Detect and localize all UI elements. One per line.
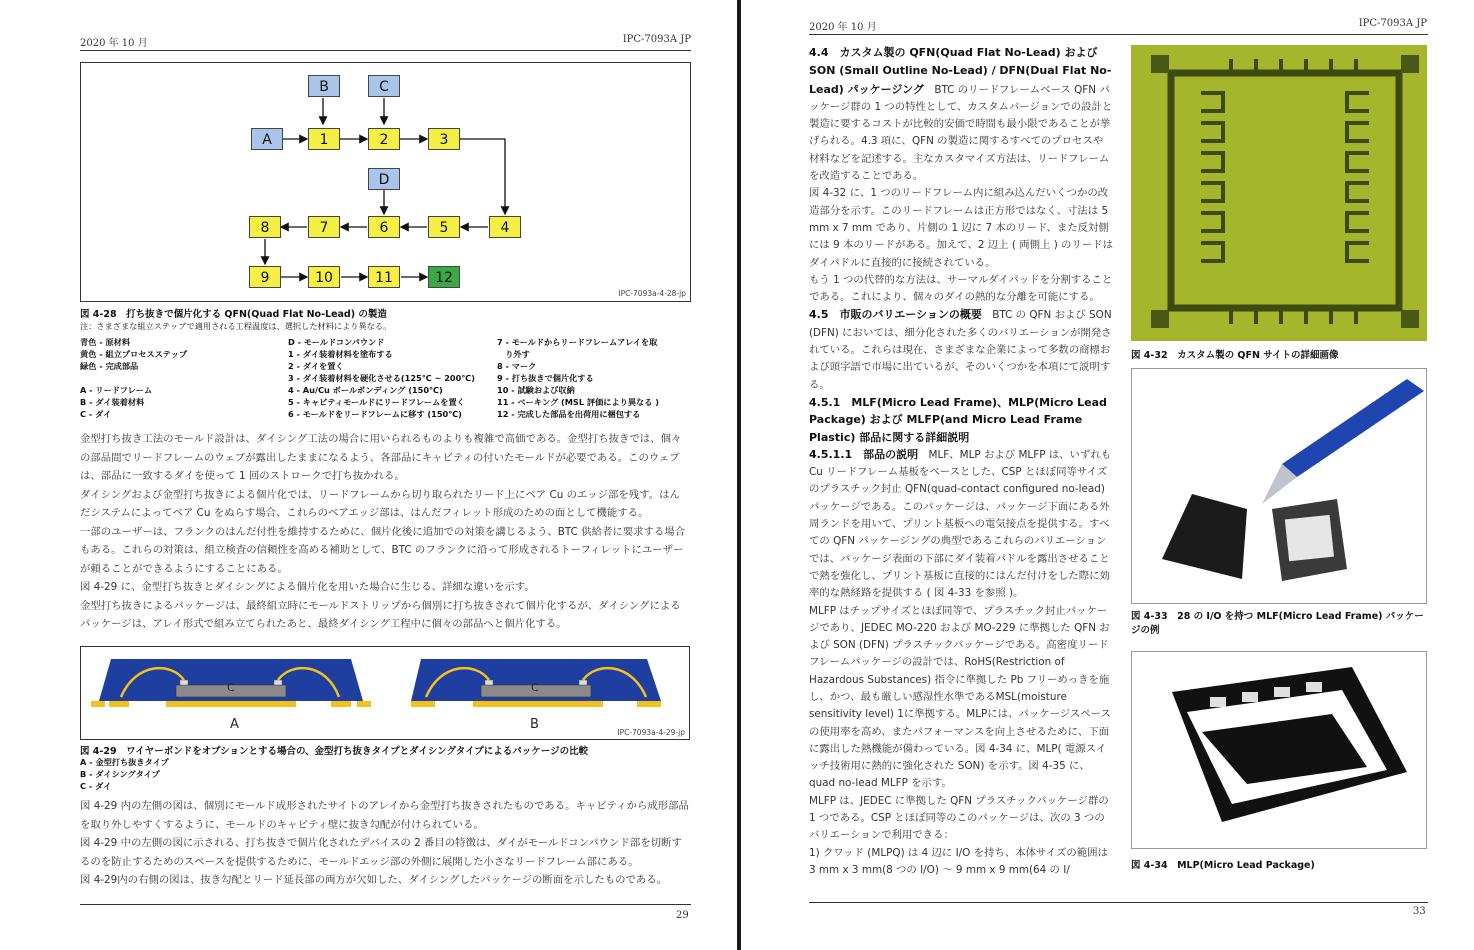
paragraph: 図 4-29 内の左側の図は、個別にモールド成形されたサイトのアレイから金型打ち抜きされたものである。キャビティから成形部品を取り外しやすくするように、モールドのキャビティ壁に抜き勾配が付けられている。 xyxy=(80,800,689,831)
right-page xyxy=(741,0,1474,950)
paragraph: 金型打ち抜きによるパッケージは、最終組立時にモールドストリップから個別に打ち抜きされて個片化するが、ダイシングによるパッケージは、アレイ形式で組み立てられたあと、最終ダイシング工程中に個々の部品へと個片化する。 xyxy=(80,599,681,630)
page-number-left: 29 xyxy=(676,910,689,921)
figure-4-28-frame xyxy=(80,62,691,302)
figure-4-28-note: 注：さまざまな組立ステップで適用される工程温度は、選択した材料により異なる。 xyxy=(80,321,392,331)
figure-4-29-label-b: B xyxy=(530,717,539,732)
figure-4-32-image xyxy=(1131,45,1427,341)
figure-4-28-source: IPC-7093a-4-28-jp xyxy=(618,289,686,298)
left-body-text-2 xyxy=(80,797,690,890)
figure-4-29-caption: 図 4-29 ワイヤーボンドをオプションとする場合の、金型打ち抜きタイプとダイシングタイプによるパッケージの比較 xyxy=(80,746,589,757)
flow-node-6: 6 xyxy=(368,216,400,238)
legend-col-3: 7 - モールドからリードフレームアレイを取 り外す 8 - マーク 9 - 打ち抜きで個片化する 10 - 試験および収納 11 - ベーキング (MSL 評価により異なる ) 12 - 完成した部品を出荷用に梱包する xyxy=(497,337,659,419)
left-body-text xyxy=(80,430,690,634)
package-cross-sections xyxy=(81,647,689,739)
flow-node-3: 3 xyxy=(428,128,460,150)
header-rule xyxy=(809,34,1428,35)
figure-4-28-caption: 図 4-28 打ち抜きで個片化する QFN(Quad Flat No-Lead) の製造 xyxy=(80,309,387,320)
right-body-text: 4.4 カスタム製の QFN(Quad Flat No-Lead) および SON (Small Outline No-Lead) / DFN(Dual Flat No-Lead) パッケージング BTC のリードフレームベース QFN パッケージ群の 1 つの特性として、カスタムバージョンでの設計と製造に要するコストが比較的安価で時間も最小限であることが挙げられる。4.3 項に、QFN の製造に関するすべてのプロセスや材料などを記述する。主なカスタマイズ方法は、リードフレームを改造することである。 図 4-32 に、1 つのリードフレーム内に組み込んだいくつかの改造部分を示す。このリードフレームは正方形ではなく、寸法は 5 mm x 7 mm であり、片側の 1 辺に 7 本のリード、また反対側には 9 本のリードがある。加えて、2 辺上 ( 両側上 ) のリードはダイパドルに直接的に接続されている。 もう 1 つの代替的な方法は、サーマルダイパッドを分割することである。これにより、個々のダイの熱的な分離を可能にする。 4.5 市販のバリエーションの概要 BTC の QFN および SON (DFN) においては、細分化された多くのバリエーションが開発されている。これらは現在、さまざまな企業によって多数の商標および頭字語で市場に出ているが、そのいくつかを本項にて説明する。 4.5.1 MLF(Micro Lead Frame)、MLP(Micro Lead Package) および MLFP(and Micro Lead Frame Plastic) 部品に関する詳細説明 4.5.1.1 部品の説明 MLF、MLP および MLFP は、いずれも Cu リードフレーム基板をベースとした、CSP とほぼ同等サイズのプラスチック封止 QFN(quad-contact configured no-lead) パッケージである。このパッケージは、パッケージ下面にある外周ランドを用いて、プリント基板への電気接点を提供する。すべての QFN パッケージングの典型であるこれらのバリエーションでは、パッケージ表面の下部にダイ装着パドルを露出させることで熱を強化し、プリント基板に直接的にはんだ付けをした際に効率的な熱経路を提供する ( 図 4-33 を参照 )。 MLFP はチップサイズとほぼ同等で、プラスチック封止パッケージであり、JEDEC MO-220 および MO-229 に準拠した QFN および SON (DFN) プラスチックパッケージである。高密度リードフレームパッケージの設計では、RoHS(Restriction of Hazardous Substances) 指令に準拠した Pb フリーめっきを施し、かつ、最も厳しい感湿性水準であるMSL(moisture sensitivity level) 1に準拠する。MLPには、パッケージスペースの使用率を高め、またパフォーマンスを向上させるために、下面に露出した熱機能が備わっている。図 4-34 に、MLP( 電源スイッチ技術用に熱的に強化された SON) を示す。図 4-35 に、quad no-lead MLFP を示す。 MLFP は、JEDEC に準拠した QFN プラスチックパッケージ群の 1 つである。CSP とほぼ同等のこのパッケージは、次の 3 つのバリエーションで利用できる： 1) クワッド (MLPQ) は 4 辺に I/O を持ち、本体サイズの範囲は 3 mm x 3 mm(8 つの I/O) ～ 9 mm x 9 mm(64 の I/ xyxy=(809,44,1113,886)
die-label-a: C xyxy=(227,681,235,694)
figure-4-29-label-a: A xyxy=(230,717,239,732)
footer-rule xyxy=(809,902,1428,903)
paragraph: MLFP は、JEDEC に準拠した QFN プラスチックパッケージ群の 1 つである。CSP とほぼ同等のこのパッケージは、次の 3 つのバリエーションで利用できる： xyxy=(809,794,1109,842)
figure-4-29-frame xyxy=(80,646,690,740)
flow-node-4: 4 xyxy=(489,216,521,238)
list-item: 1) クワッド (MLPQ) は 4 辺に I/O を持ち、本体サイズの範囲は 3 mm x 3 mm(8 つの I/O) ～ 9 mm x 9 mm(64 の I/ xyxy=(809,846,1108,876)
section-4-5-heading: 4.5 市販のバリエーションの概要 xyxy=(809,308,982,322)
mlf-package-photo xyxy=(1132,369,1426,603)
paragraph: 図 4-29 中の左側の図に示される、打ち抜きで個片化されたデバイスの 2 番目の特徴は、ダイがモールドコンパウンド部を切断するのを防止するためのスペースを提供するために、モールドエッジ部の外側に展開した小さなリードフレーム部にある。 xyxy=(80,837,682,868)
legend-col-1: 青色 - 原材料 黄色 - 組立プロセスステップ 緑色 - 完成部品 A - リードフレーム B - ダイ装着材料 C - ダイ xyxy=(80,337,188,419)
figure-4-29-source: IPC-7093a-4-29-jp xyxy=(617,728,685,737)
flow-node-9: 9 xyxy=(249,266,281,288)
header-doc-id: IPC-7093A JP xyxy=(1358,18,1427,29)
flow-node-B: B xyxy=(308,75,340,97)
header-date: 2020 年 10 月 xyxy=(809,22,877,33)
header-doc-id: IPC-7093A JP xyxy=(622,34,691,45)
figure-4-29-legend: A - 金型打ち抜きタイプ B - ダイシングタイプ C - ダイ xyxy=(80,757,169,791)
section-4-5-1-1-heading: 4.5.1.1 部品の説明 xyxy=(809,447,919,461)
header-date: 2020 年 10 月 xyxy=(80,38,148,49)
die-label-b: C xyxy=(531,681,539,694)
footer-rule xyxy=(80,904,691,905)
mlp-package-photo xyxy=(1132,652,1426,848)
figure-4-33-caption: 図 4-33 28 の I/O を持つ MLF(Micro Lead Frame) パッケージの例 xyxy=(1131,611,1424,636)
paragraph: 図 4-29 に、金型打ち抜きとダイシングによる個片化を用いた場合に生じる、詳細な違いを示す。 xyxy=(80,581,535,593)
flow-node-5: 5 xyxy=(428,216,460,238)
paragraph: MLFP はチップサイズとほぼ同等で、プラスチック封止パッケージであり、JEDEC MO-220 および MO-229 に準拠した QFN および SON (DFN) プラスチックパッケージである。高密度リードフレームパッケージの設計では、RoHS(Restriction of Hazardous Substances) 指令に準拠した Pb フリーめっきを施し、かつ、最も厳しい感湿性水準であるMSL(moisture sensitivity level) 1に準拠する。MLPには、パッケージスペースの使用率を高め、またパフォーマンスを向上させるために、下面に露出した熱機能が備わっている。図 4-34 に、MLP( 電源スイッチ技術用に熱的に強化された SON) を示す。図 4-35 に、quad no-lead MLFP を示す。 xyxy=(809,604,1111,790)
page-number-right: 33 xyxy=(1413,906,1426,917)
flow-node-1: 1 xyxy=(308,128,340,150)
section-4-5-1-heading: 4.5.1 MLF(Micro Lead Frame)、MLP(Micro Lead Package) および MLFP(and Micro Lead Frame Plastic) 部品に関する詳細説明 xyxy=(809,395,1107,444)
flow-node-2: 2 xyxy=(368,128,400,150)
figure-4-34-caption: 図 4-34 MLP(Micro Lead Package) xyxy=(1131,860,1315,871)
paragraph: もう 1 つの代替的な方法は、サーマルダイパッドを分割することである。これにより、個々のダイの熱的な分離を可能にする。 xyxy=(809,273,1113,304)
flow-node-12: 12 xyxy=(428,266,460,288)
paragraph: 金型打ち抜き工法のモールド設計は、ダイシング工法の場合に用いられるものよりも複雑で高価である。金型打ち抜きでは、個々の部品間でリードフレームのウェブが露出したままになるよう、各部品にキャビティの付いたモールドが必要である。このウェブは、部品に一致するダイを使って 1 回のストロークで打ち抜かれる。 xyxy=(80,433,682,482)
figure-4-32-caption: 図 4-32 カスタム製の QFN サイトの詳細画像 xyxy=(1131,350,1339,361)
flow-node-8: 8 xyxy=(249,216,281,238)
legend-col-2: D - モールドコンパウンド 1 - ダイ装着材料を塗布する 2 - ダイを置く 3 - ダイ装着材料を硬化させる(125℃ ~ 200℃) 4 - Au/Cu ボールボンディング (150℃) 5 - キャビティモールドにリードフレームを置く 6 - モールドをリードフレームに移す (150℃) xyxy=(288,337,475,419)
paragraph: ダイシングおよび金型打ち抜きによる個片化では、リードフレームから切り取られたリード上にベア Cu のエッジ部を残す。はんだシステムによってベア Cu をぬらす場合、これらのベアエッジ部は、はんだフィレット形成のための面として機能する。 xyxy=(80,488,680,519)
figure-4-33-image xyxy=(1131,368,1427,604)
paragraph: 一部のユーザーは、フランクのはんだ付性を維持するために、個片化後に追加での対策を講じるよう、BTC 供給者に要求する場合もある。これらの対策は、組立検査の信頼性を高める補助として、BTC のフランクに沿って形成されるトーフィレットにユーザーが頼ることができるようにすることにある。 xyxy=(80,525,686,575)
flow-node-7: 7 xyxy=(308,216,340,238)
flow-node-10: 10 xyxy=(308,266,340,288)
section-4-4-heading: 4.4 カスタム製の QFN(Quad Flat No-Lead) および SON (Small Outline No-Lead) / DFN(Dual Flat No-Lead) パッケージング xyxy=(809,46,1112,96)
leadframe-photo xyxy=(1131,45,1427,341)
paragraph: 図 4-32 に、1 つのリードフレーム内に組み込んだいくつかの改造部分を示す。このリードフレームは正方形ではなく、寸法は 5 mm x 7 mm であり、片側の 1 辺に 7 本のリード、また反対側には 9 本のリードがある。加えて、2 辺上 ( 両側上 ) のリードはダイパドルに直接的に接続されている。 xyxy=(809,187,1113,269)
paragraph: 図 4-29内の右側の図は、抜き勾配とリード延長部の両方が欠如した、ダイシングしたパッケージの断面を示したものである。 xyxy=(80,874,668,886)
flow-node-11: 11 xyxy=(368,266,400,288)
flow-node-C: C xyxy=(368,75,400,97)
flow-node-A: A xyxy=(251,128,283,150)
header-rule xyxy=(80,50,691,51)
figure-4-34-image xyxy=(1131,651,1427,849)
flow-node-D: D xyxy=(368,168,400,190)
